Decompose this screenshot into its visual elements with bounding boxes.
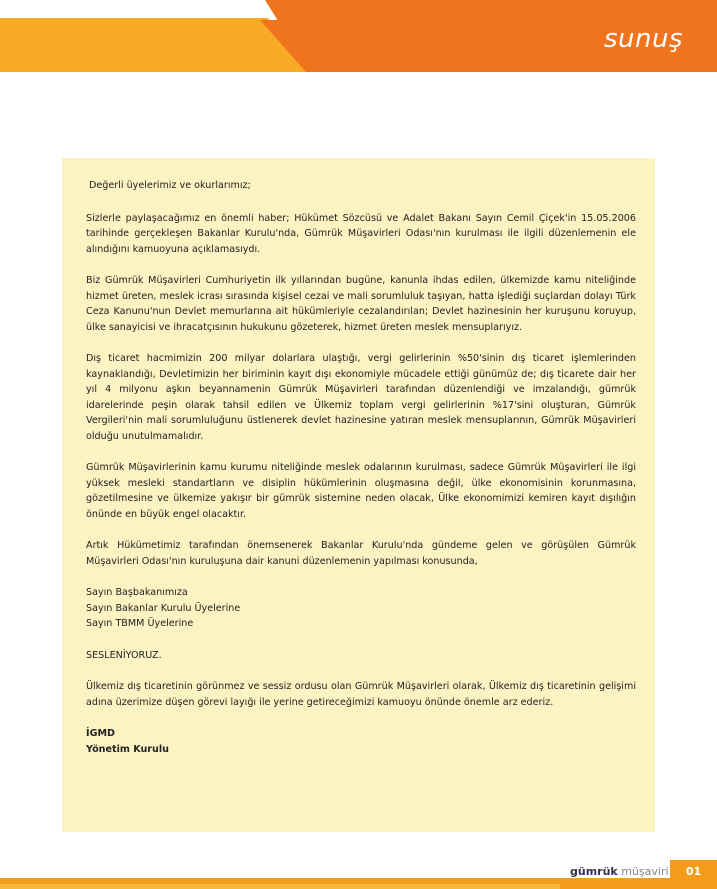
- signature-unit: Yönetim Kurulu: [86, 743, 169, 755]
- footer-brand-light: müşaviri: [621, 865, 669, 878]
- signature-org: İGMD: [86, 728, 115, 739]
- letter-paragraph-1: Sizlerle paylaşacağımız en önemli haber; Hükümet Sözcüsü ve Adalet Bakanı Sayın Cemil Çiçek'in 15.05.2006 tarihinde gerçekleşen Bakanlar Kurulu'nda, Gümrük Müşavirleri Odası'nın kurulması ile ilgili düzenlemenin ele alındığını kamuoyuna açıklamasıydı.: [86, 212, 636, 255]
- letter-call: SESLENİYORUZ.: [86, 649, 162, 661]
- letter-paragraph-4: Gümrük Müşavirlerinin kamu kurumu niteliğinde meslek odalarının kurulması, sadece Gümrük Müşavirleri ile ilgi yüksek mesleki standartların ve disiplin hükümlerinin oluşmasına değil, ülke ekonomisinin korunmasına, gözetilmesine ve ülkemize yakışır bir gümrük sistemine neden olacak, Ülke ekonomimizi kemiren kayıt dışılığın önünde en büyük engel olacaktır.: [86, 462, 636, 520]
- letter-salutation: Değerli üyelerimiz ve okurlarımız;: [89, 180, 251, 191]
- letter-panel: [62, 158, 655, 832]
- letter-paragraph-2: Biz Gümrük Müşavirleri Cumhuriyetin ilk yıllarından bugüne, kanunla ihdas edilen, ülkemizde kamu niteliğinde hizmet üreten, meslek icrası sırasında kişisel cezai ve mali sorumluluk taşıyan, hatta işlediği suçlardan dolayı Türk Ceza Kanunu'nun Devlet memurlarına ait hükümleriyle cezalandırılan; Devlet hazinesinin her kuruşunu koruyup, ülke sanayicisi ve ihracatçısının hukukunu gözeterek, hizmet üreten meslek mensuplarıyız.: [86, 275, 636, 333]
- letter-closing: Ülkemiz dış ticaretinin görünmez ve sessiz ordusu olan Gümrük Müşavirleri olarak, Ülkemiz dış ticaretinin gelişimi adına üzerimize düşen görevi layığı ile yerine getireceğimizi kamuoyu önünde önemle arz ederiz.: [86, 681, 636, 708]
- letter-paragraph-5: Artık Hükümetimiz tarafından önemsenerek Bakanlar Kurulu'nda gündeme gelen ve görüşülen Gümrük Müşavirleri Odası'nın kuruluşuna dair kanuni düzenlemenin yapılması konusunda,: [86, 540, 636, 567]
- recipient-2: Sayın Bakanlar Kurulu Üyelerine: [86, 602, 241, 614]
- recipient-1: Sayın Başbakanımıza: [86, 587, 188, 598]
- page-title: sunuş: [603, 24, 683, 54]
- page-number: 01: [670, 860, 717, 883]
- recipient-3: Sayın TBMM Üyelerine: [86, 618, 194, 629]
- letter-body: [86, 178, 636, 757]
- header-light-stripe: [0, 18, 310, 72]
- letter-paragraph-3: Dış ticaret hacmimizin 200 milyar dolarlara ulaştığı, vergi gelirlerinin %50'sinin dış ticaret işlemlerinden kaynaklandığı, Devletimizin her biriminin kayıt dışı ekonomiyle mücadele ettiği günümüz de; dış ticarete dair her yıl 4 milyonu aşkın beyannamenin Gümrük Müşavirleri tarafından düzenlendiği ve imzalandığı, gümrük idarelerinde peşin olarak tahsil edilen ve Ülkemiz toplam vergi gelirlerinin %17'sini oluşturan, Gümrük Vergileri'nin mali sorumluluğunu üstlenerek devlet hazinesine yatıran meslek mensuplarının, Gümrük Müşavirleri olduğu unutulmamalıdır.: [86, 353, 636, 442]
- footer-brand-bold: gümrük: [570, 865, 618, 878]
- footer-tail: [0, 884, 560, 889]
- footer-brand: [570, 865, 669, 878]
